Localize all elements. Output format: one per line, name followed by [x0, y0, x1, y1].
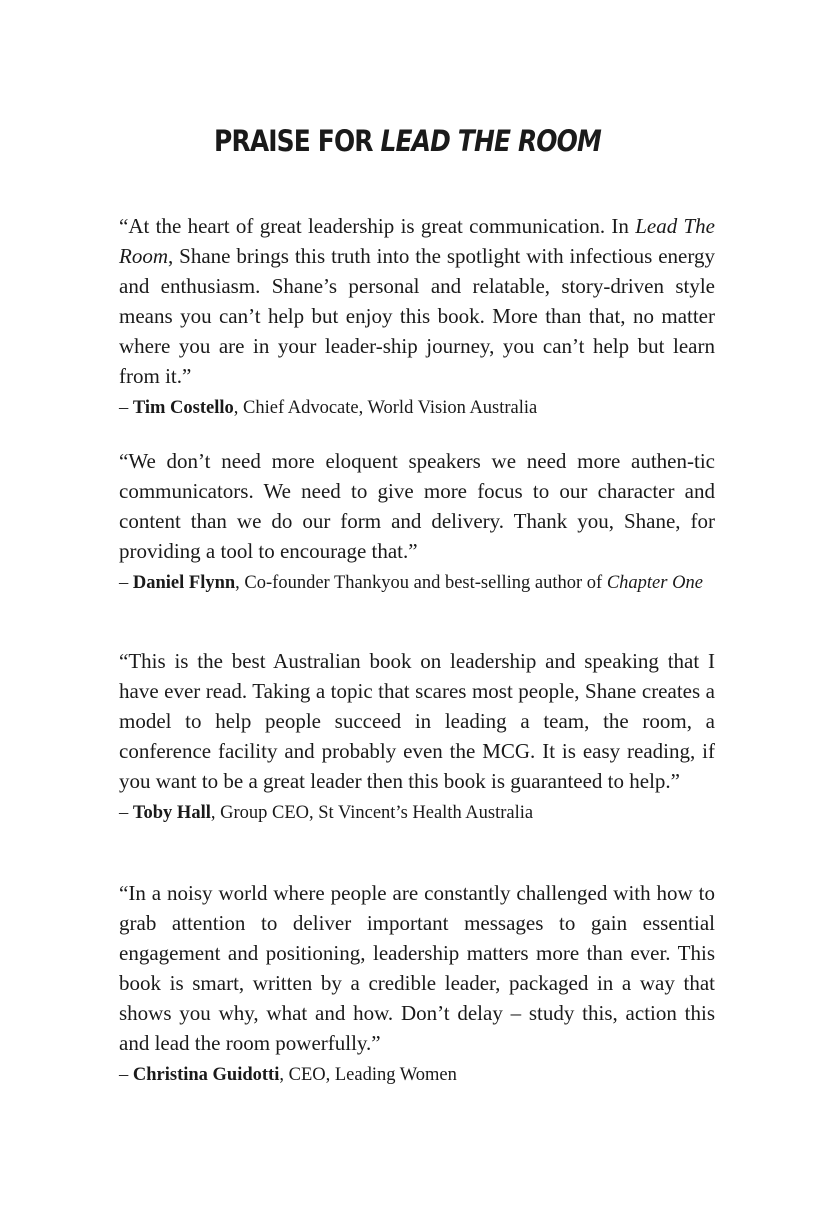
- testimonial-quote: “We don’t need more eloquent speakers we need more authen-tic communicators. We need to give more focus to our character and content than we do our form and delivery. Thank you, Shane, for providing a tool to encourage that.”: [119, 449, 715, 563]
- testimonial-role: , Group CEO, St Vincent’s Health Australia: [210, 803, 534, 823]
- testimonial-quote: “In a noisy world where people are constantly challenged with how to grab attention to deliver important messages to gain essential engagement and positioning, leadership matters more than ever. This book is smart, written by a credible leader, packaged in a way that shows you why, what and how. Don’t delay – study this, action this and lead the room powerfully.”: [119, 881, 715, 1055]
- testimonial-attribution: – Daniel Flynn, Co-founder Thankyou and best-selling author of Chapter One: [119, 573, 703, 593]
- title-prefix: PRAISE FOR: [214, 124, 381, 158]
- testimonial-role: , Co-founder Thankyou and best-selling author of: [235, 573, 607, 593]
- testimonial-quote: “At the heart of great leadership is great communication. In Lead The Room, Shane brings this truth into the spotlight with infectious energy and enthusiasm. Shane’s personal and relatable, story-driven style means you can’t help but enjoy this book. More than that, no matter where you are in your leader-ship journey, you can’t help but learn from it.”: [119, 214, 715, 388]
- testimonial-christina-guidotti: [119, 878, 715, 1089]
- testimonial-book-title: Chapter One: [606, 573, 703, 593]
- testimonial-attribution: – Christina Guidotti, CEO, Leading Women: [119, 1065, 457, 1085]
- testimonial-author: Toby Hall: [132, 803, 211, 823]
- testimonial-author: Tim Costello: [132, 398, 234, 418]
- page-title: [57, 124, 758, 158]
- testimonial-author: Daniel Flynn: [132, 573, 236, 593]
- testimonial-role: , CEO, Leading Women: [279, 1065, 457, 1085]
- title-book-name: LEAD THE ROOM: [380, 124, 601, 158]
- testimonial-role: , Chief Advocate, World Vision Australia: [233, 398, 538, 418]
- book-title-inline: Lead The Room: [119, 214, 715, 268]
- testimonial-quote: “This is the best Australian book on leadership and speaking that I have ever read. Taking a topic that scares most people, Shane creates a model to help people succeed in leading a team, the room, a conference facility and probably even the MCG. It is easy reading, if you want to be a great leader then this book is guaranteed to help.”: [119, 649, 715, 793]
- testimonial-attribution: – Toby Hall, Group CEO, St Vincent’s Health Australia: [119, 803, 534, 823]
- testimonial-attribution: – Tim Costello, Chief Advocate, World Vision Australia: [119, 398, 538, 418]
- testimonial-daniel-flynn: [119, 446, 715, 597]
- testimonial-toby-hall: [119, 646, 715, 827]
- testimonial-author: Christina Guidotti: [132, 1065, 280, 1085]
- testimonial-tim-costello: [119, 211, 715, 422]
